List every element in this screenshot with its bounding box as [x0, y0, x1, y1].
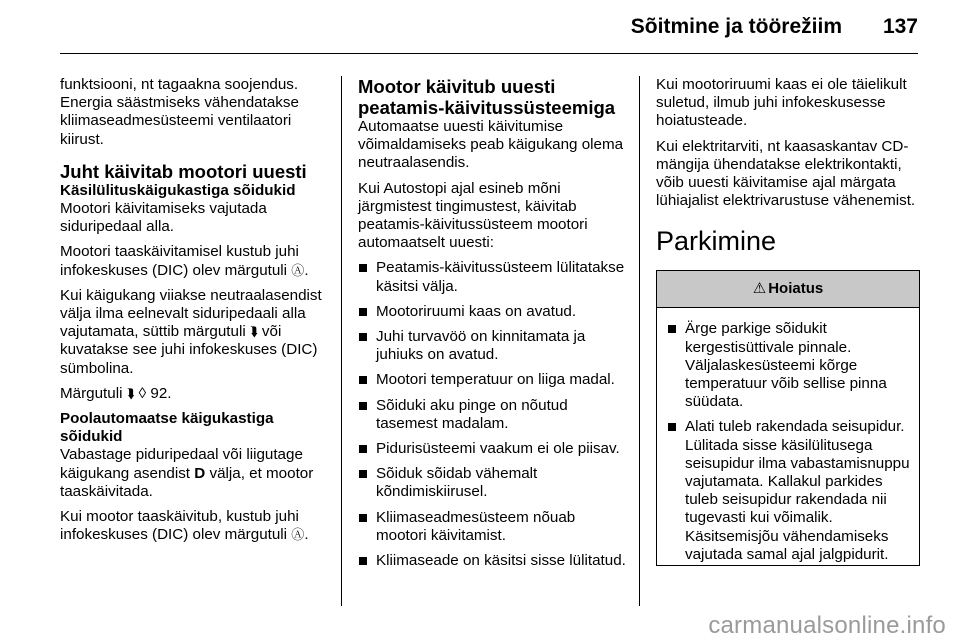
header-divider [60, 53, 918, 54]
paragraph-neutral: Automaatse uuesti käivitumise võimaldamiseks peab käigukang olema neutraalasendis. [358, 118, 624, 172]
gear-position-d: D [194, 464, 206, 482]
page-number: 137 [882, 15, 918, 38]
column-divider-1 [341, 76, 342, 606]
column-2 [358, 76, 630, 577]
list-item: Alati tuleb rakendada seisupidur. Lülitada sisse käsilülitusega seisupidur ilma vabastamisnuppu vajutamata. Kallakul parkides tuleb seisupidur rakendada nii tugevasti kui võimalik. Käsitsemisjõu vähendamiseks vajutada samal ajal jalgpidurit. [667, 418, 915, 564]
list-item: Sõiduk sõidab vähemalt kõndimiskiirusel. [358, 465, 630, 501]
list-item: Mootoriruumi kaas on avatud. [358, 303, 630, 321]
column-3 [656, 76, 924, 566]
list-item: Juhi turvavöö on kinnitamata ja juhiuks on avatud. [358, 328, 630, 364]
page-header [0, 0, 960, 60]
shift-indicator-icon: ⮯ [249, 324, 258, 340]
heading-parking: Parkimine [656, 226, 777, 257]
heading-driver-restart: Juht käivitab mootori uuesti [60, 160, 307, 182]
warning-title: Hoiatus [768, 280, 824, 298]
watermark: carmanualsonline.info [708, 612, 946, 639]
page-reference-link[interactable]: ◊ 92. [138, 384, 172, 402]
list-item: Ärge parkige sõidukit kergestisüttivale pinnale. Väljalaskesüsteemi kõrge temperatuur võib sellise pinna süüdata. [667, 320, 915, 411]
warning-header [657, 271, 919, 308]
list-item: Peatamis-käivitussüsteem lülitatakse käsitsi välja. [358, 259, 630, 295]
heading-system-restart: Mootor käivitub uuesti peatamis-käivitussüsteemiga [358, 76, 616, 118]
paragraph-conditions: Kui Autostopi ajal esineb mõni järgmistest tingimustest, käivitab peatamis-käivitussüsteem mootori automaatselt uuesti: [358, 179, 588, 252]
conditions-list [358, 259, 630, 570]
column-divider-2 [639, 76, 640, 606]
intro-paragraph: funktsiooni, nt tagaakna soojendus. Energia säästmiseks vähendatakse kliimaseadmesüsteemi ventilaatori kiirust. [60, 76, 299, 148]
paragraph-indicator-ref: Märgutuli ⮯ ◊ 92. [60, 384, 172, 402]
autostop-indicator-icon: Ⓐ [291, 262, 305, 278]
paragraph-restart-indicator: Mootori taaskäivitamisel kustub juhi infokeskuses (DIC) olev märgutuli Ⓐ. [60, 243, 309, 279]
column-1 [60, 76, 332, 551]
warning-triangle-icon: ⚠ [752, 280, 767, 298]
paragraph-hood-warning: Kui mootoriruumi kaas ei ole täielikult suletud, ilmub juhi infokeskusesse hoiatusteade. [656, 76, 907, 130]
paragraph-gear-lever: Kui käigukang viiakse neutraalasendist välja ilma eelnevalt siduripedaali alla vajutamata, süttib märgutuli ⮯ või kuvatakse see juhi infokeskuses (DIC) sümbolina. [60, 286, 322, 377]
autostop-indicator-icon: Ⓐ [291, 527, 305, 543]
warning-body [657, 308, 919, 565]
list-item: Kliimaseadmesüsteem nõuab mootori käivitamist. [358, 509, 630, 545]
section-title: Sõitmine ja töörežiim [630, 15, 842, 38]
list-item: Mootori temperatuur on liiga madal. [358, 371, 630, 389]
paragraph-brake-release: Vabastage piduripedaal või liigutage käigukang asendist D välja, et mootor taaskäivitada. [60, 446, 314, 500]
list-item: Kliimaseade on käsitsi sisse lülitatud. [358, 552, 630, 570]
paragraph-power-drop: Kui elektritarviti, nt kaasaskantav CD-mängija ühendatakse elektrikontakti, võib uuesti käivitamise ajal märgata lühiajalist elektrivarustuse vähenemist. [656, 137, 916, 210]
list-item: Pidurisüsteemi vaakum ei ole piisav. [358, 440, 630, 458]
paragraph-restart-indicator-off: Kui mootor taaskäivitub, kustub juhi infokeskuses (DIC) olev märgutuli Ⓐ. [60, 508, 309, 544]
heading-manual-gearbox: Käsilülituskäigukastiga sõidukid [60, 181, 296, 199]
list-item: Sõiduki aku pinge on nõutud tasemest madalam. [358, 397, 630, 433]
paragraph-clutch: Mootori käivitamiseks vajutada siduripedaal alla. [60, 200, 267, 236]
shift-indicator-icon: ⮯ [126, 385, 135, 401]
warning-list [657, 320, 919, 564]
heading-semi-automatic: Poolautomaatse käigukastiga sõidukid [60, 410, 274, 446]
warning-box [656, 270, 920, 566]
